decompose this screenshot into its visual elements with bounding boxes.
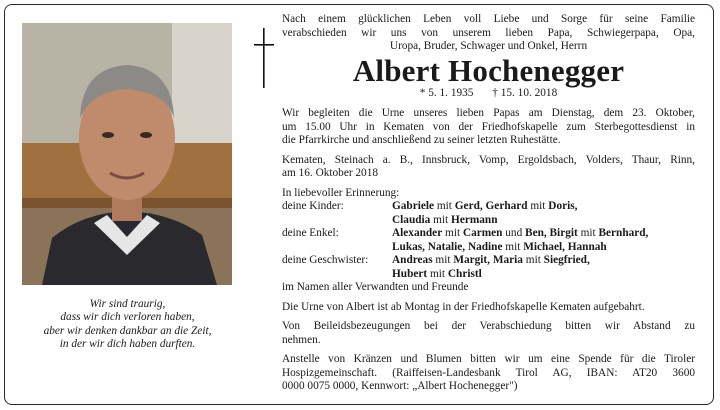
connector-text: und — [502, 227, 526, 239]
connector-text: mit — [442, 227, 463, 239]
connector-text: mit — [522, 254, 544, 266]
funeral-paragraph — [282, 107, 695, 148]
relatives-label: deine Enkel: — [282, 227, 339, 239]
connector-text: mit — [434, 200, 455, 212]
relative-name: Hubert — [392, 267, 428, 280]
relatives-names — [392, 268, 695, 282]
relatives-label — [282, 268, 392, 282]
relatives-row — [282, 200, 695, 214]
relatives-names — [392, 200, 695, 214]
funeral-line: Wir begleiten die Urne unseres lieben Papas am Dienstag, dem 23. Oktober, — [282, 107, 695, 119]
birth-date: * 5. 1. 1935 — [419, 86, 474, 99]
portrait-photo — [22, 23, 232, 285]
obituary-text — [282, 13, 695, 394]
urn-note-line: Die Urne von Albert ist ab Montag in der Friedhofskapelle Kematen aufgebahrt. — [282, 300, 645, 313]
relatives-label — [282, 214, 392, 228]
condolence-line: nehmen. — [282, 333, 321, 346]
donation-line: Anstelle von Kränzen und Blumen bitten wir um eine Spende für die Tiroler — [282, 353, 695, 365]
relatives-row — [282, 227, 695, 241]
donation-paragraph — [282, 353, 695, 394]
places-line: Kematen, Steinach a. B., Innsbruck, Vomp, Ergoldsbach, Volders, Thaur, Rinn, — [282, 153, 695, 166]
relatives-label: deine Geschwister: — [282, 254, 369, 266]
urn-note — [282, 301, 695, 315]
donation-line: 0000 0075 0000, Kennwort: „Albert Hochenegger") — [282, 380, 518, 392]
funeral-line: die Pfarrkirche und anschließend zu seiner letzten Ruhestätte. — [282, 134, 561, 146]
verse-line: Wir sind traurig, — [89, 298, 166, 310]
verse-line: aber wir denken dankbar an die Zeit, — [43, 324, 212, 337]
relative-name: Gabriele — [392, 200, 435, 212]
relative-name: Christl — [447, 267, 482, 280]
connector-text: mit — [427, 267, 448, 280]
relatives-list — [282, 200, 695, 281]
relatives-names — [392, 214, 695, 228]
relatives-section — [282, 187, 695, 295]
deceased-name: Albert Hochenegger — [352, 52, 625, 88]
relative-name: Andreas — [392, 254, 433, 266]
death-date: † 15. 10. 2018 — [492, 86, 558, 99]
memorial-verse — [20, 298, 235, 352]
relatives-names — [392, 227, 695, 241]
relative-name: Gerd, Gerhard — [454, 200, 528, 212]
connector-text: mit — [502, 240, 524, 253]
relatives-row — [282, 241, 695, 255]
relative-name: Alexander — [392, 227, 443, 239]
funeral-line: um 15.00 Uhr in Kematen von der Friedhofskapelle zum Sterbegottesdienst in — [282, 120, 695, 133]
connector-text: mit — [527, 200, 549, 212]
relatives-footer: im Namen aller Verwandten und Freunde — [282, 281, 469, 293]
verse-line: in der wir dich haben durften. — [59, 338, 196, 351]
intro-line: Nach einem glücklichen Leben voll Liebe und Sorge für seine Familie — [282, 13, 695, 25]
memory-heading: In liebevoller Erinnerung: — [282, 186, 400, 199]
connector-text: mit — [432, 254, 454, 266]
cross-icon — [254, 28, 274, 88]
life-dates — [282, 87, 695, 101]
relatives-row — [282, 268, 695, 282]
relative-name: Claudia — [392, 213, 431, 226]
relatives-names — [392, 241, 695, 255]
relatives-row — [282, 214, 695, 228]
connector-text: mit — [577, 227, 599, 239]
relative-name: Michael, Hannah — [523, 240, 607, 253]
relatives-row — [282, 254, 695, 268]
relative-name: Margit, Maria — [453, 254, 523, 266]
relative-name: Bernhard, — [598, 227, 649, 239]
donation-line: Hospizgemeinschaft. (Raiffeisen-Landesbank Tirol AG, IBAN: AT20 3600 — [282, 366, 695, 379]
intro-line: Uropa, Bruder, Schwager und Onkel, Herrn — [389, 40, 588, 52]
relative-name: Carmen — [462, 227, 503, 239]
intro-line: verabschieden wir uns von unserem lieben Papa, Schwiegerpapa, Opa, — [282, 26, 695, 39]
relatives-label: deine Kinder: — [282, 200, 344, 212]
relative-name: Lukas, Natalie, Nadine — [392, 240, 503, 253]
verse-line: dass wir dich verloren haben, — [60, 311, 195, 324]
condolence-paragraph — [282, 320, 695, 347]
condolence-line: Von Beileidsbezeugungen bei der Verabschiedung bitten wir Abstand zu — [282, 320, 695, 332]
places-paragraph — [282, 154, 695, 181]
portrait-illustration — [22, 23, 232, 285]
relative-name: Ben, Birgit — [525, 227, 578, 239]
intro-paragraph — [282, 13, 695, 54]
relative-name: Siegfried, — [543, 254, 590, 266]
relative-name: Hermann — [451, 213, 498, 226]
relatives-names — [392, 254, 695, 268]
relative-name: Doris, — [548, 200, 578, 212]
connector-text: mit — [430, 213, 452, 226]
places-line: am 16. Oktober 2018 — [282, 167, 379, 179]
relatives-label — [282, 241, 392, 255]
